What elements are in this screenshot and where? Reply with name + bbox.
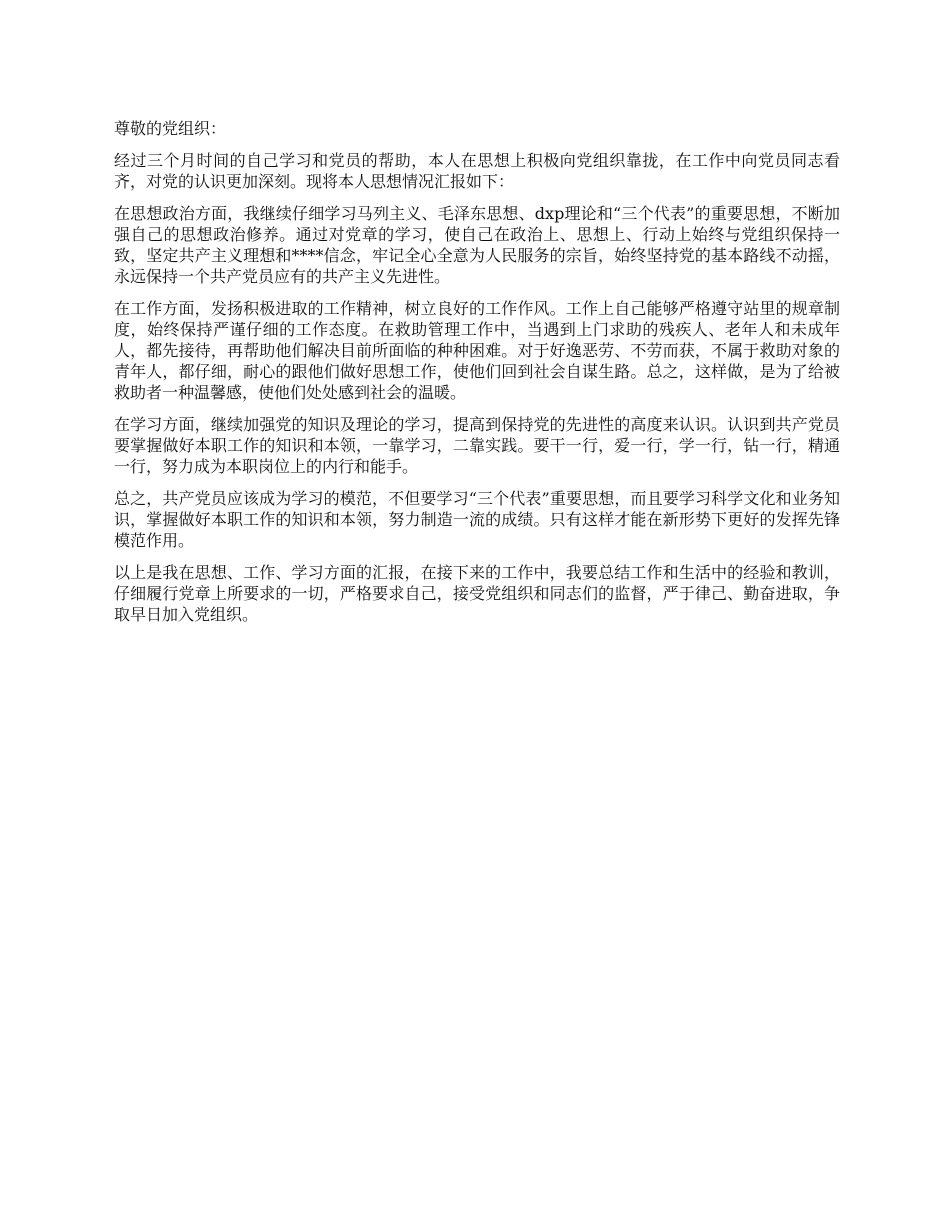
- salutation: 尊敬的党组织：: [114, 119, 227, 138]
- paragraph-political: 在思想政治方面，我继续仔细学习马列主义、毛泽东思想、dxp理论和“三个代表”的重要思想，不断加强自己的思想政治修养。通过对党章的学习，使自己在政治上、思想上、行动上始终与党组织保持一致，坚定共产主义理想和****信念，牢记全心全意为人民服务的宗旨，始终坚持党的基本路线不动摇，永远保持一个共产党员应有的共产主义先进性。: [114, 204, 840, 286]
- paragraph-intro: 经过三个月时间的自己学习和党员的帮助，本人在思想上积极向党组织靠拢，在工作中向党员同志看齐，对党的认识更加深刻。现将本人思想情况汇报如下：: [114, 151, 840, 191]
- document-body: [114, 118, 840, 636]
- paragraph-work: 在工作方面，发扬积极进取的工作精神，树立良好的工作作风。工作上自己能够严格遵守站里的规章制度，始终保持严谨仔细的工作态度。在救助管理工作中，当遇到上门求助的残疾人、老年人和未成年人，都先接待，再帮助他们解决目前所面临的种种困难。对于好逸恶劳、不劳而获，不属于救助对象的青年人，都仔细，耐心的跟他们做好思想工作，使他们回到社会自谋生路。总之，这样做，是为了给被救助者一种温馨感，使他们处处感到社会的温暖。: [114, 299, 840, 402]
- paragraph-summary: 总之，共产党员应该成为学习的模范，不但要学习“三个代表”重要思想，而且要学习科学文化和业务知识，掌握做好本职工作的知识和本领，努力制造一流的成绩。只有这样才能在新形势下更好的发挥先锋模范作用。: [114, 489, 840, 550]
- paragraph-closing: 以上是我在思想、工作、学习方面的汇报，在接下来的工作中，我要总结工作和生活中的经验和教训，仔细履行党章上所要求的一切，严格要求自己，接受党组织和同志们的监督，严于律己、勤奋进取，争取早日加入党组织。: [114, 563, 840, 624]
- paragraph-study: 在学习方面，继续加强党的知识及理论的学习，提高到保持党的先进性的高度来认识。认识到共产党员要掌握做好本职工作的知识和本领，一靠学习，二靠实践。要干一行，爱一行，学一行，钻一行，精通一行，努力成为本职岗位上的内行和能手。: [114, 415, 840, 476]
